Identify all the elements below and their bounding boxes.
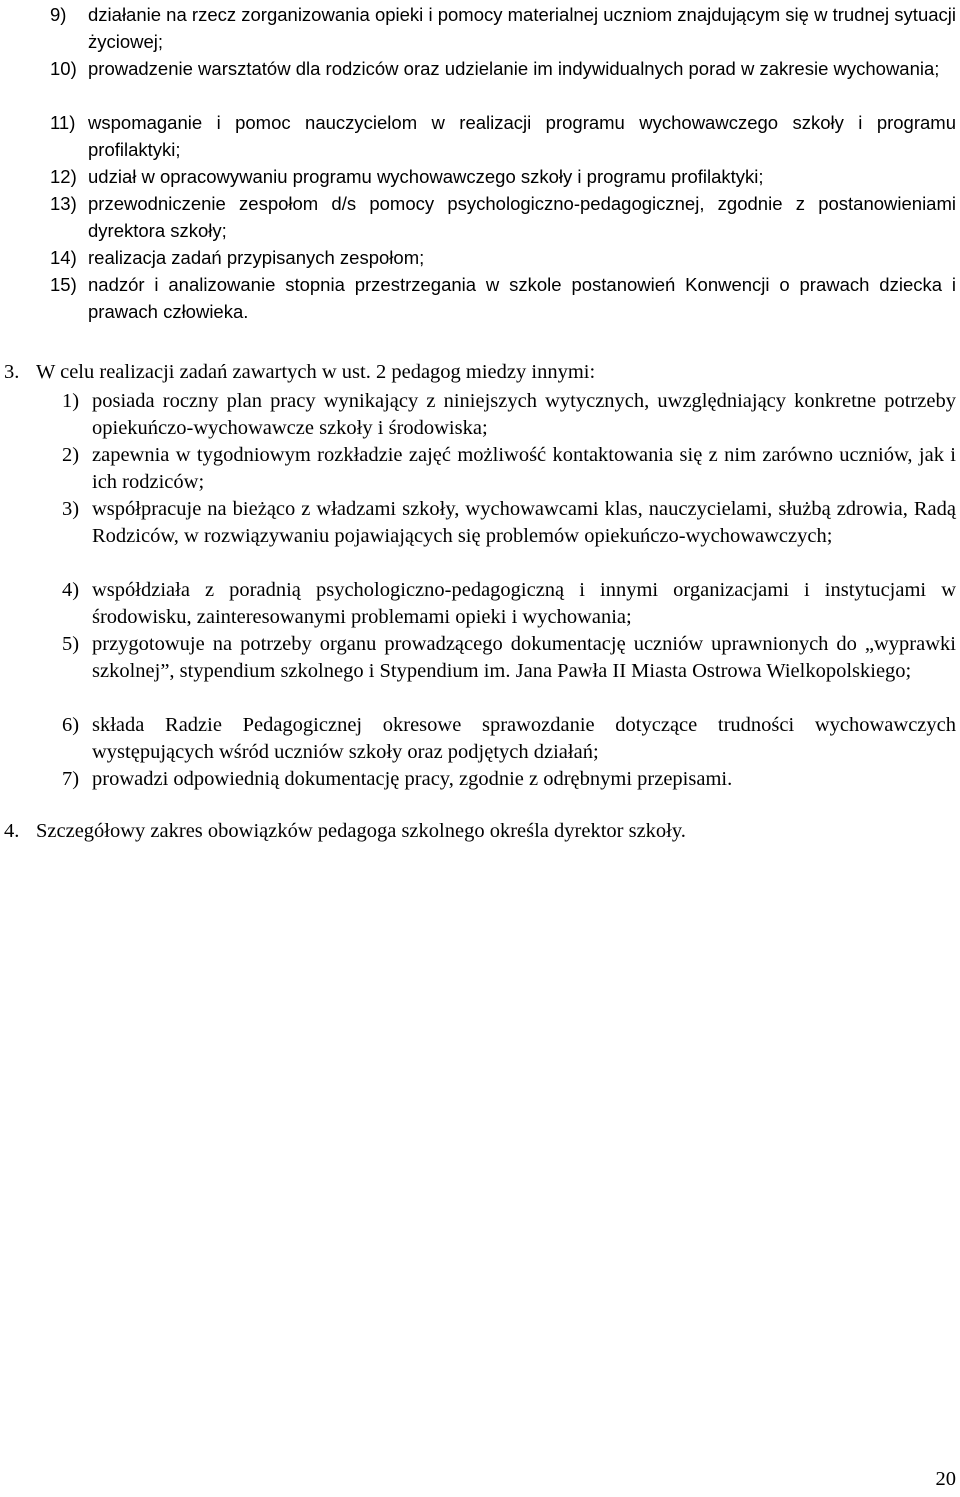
- section-number: 4.: [4, 820, 20, 842]
- list-item-number: 14): [50, 247, 77, 268]
- list-item: [62, 631, 956, 685]
- page-number: 20: [935, 1468, 956, 1490]
- list-item-number: 15): [50, 274, 77, 295]
- section-3-heading: [4, 361, 956, 384]
- list-item-number: 5): [62, 633, 80, 655]
- list-item-text: składa Radzie Pedagogicznej okresowe sprawozdanie dotyczące trudności wychowawczych występujących wśród uczniów szkoły oraz podjętych działań;: [92, 714, 956, 763]
- section-4-paragraph: [4, 820, 956, 843]
- list-item-number: 12): [50, 166, 77, 187]
- list-item-number: 11): [50, 112, 76, 133]
- section-number: 3.: [4, 361, 20, 383]
- list-item: [62, 766, 956, 793]
- section-text: Szczegółowy zakres obowiązków pedagoga szkolnego określa dyrektor szkoły.: [36, 820, 686, 842]
- list-item-text: współpracuje na bieżąco z władzami szkoły, wychowawcami klas, nauczycielami, służbą zdrowia, Radą Rodziców, w rozwiązywaniu pojawiających się problemów opiekuńczo-wychowawczych;: [92, 498, 956, 547]
- list-item: [62, 496, 956, 550]
- list-item-number: 2): [62, 444, 80, 466]
- list-item-number: 9): [50, 4, 67, 25]
- list-item-number: 1): [62, 390, 80, 412]
- list-item-text: udział w opracowywaniu programu wychowawczego szkoły i programu profilaktyki;: [88, 166, 764, 187]
- list-item-text: działanie na rzecz zorganizowania opieki i pomocy materialnej uczniom znajdującym się w trudnej sytuacji życiowej;: [88, 4, 956, 52]
- list-item: [50, 109, 956, 163]
- list-item: [50, 271, 956, 325]
- list-item-number: 7): [62, 768, 80, 790]
- list-item-number: 10): [50, 58, 77, 79]
- list-item: [50, 1, 956, 55]
- list-item: [50, 163, 956, 190]
- list-item-number: 3): [62, 498, 80, 520]
- list-item: [50, 190, 956, 244]
- list-item: [62, 577, 956, 631]
- list-item-text: przygotowuje na potrzeby organu prowadzącego dokumentację uczniów uprawnionych do „wyprawki szkolnej”, stypendium szkolnego i Stypendium im. Jana Pawła II Miasta Ostrowa Wielkopolskiego;: [92, 633, 956, 682]
- list-item-number: 13): [50, 193, 77, 214]
- list-item-text: realizacja zadań przypisanych zespołom;: [88, 247, 425, 268]
- list-item-number: 4): [62, 579, 80, 601]
- list-item-text: współdziała z poradnią psychologiczno-pedagogiczną i innymi organizacjami i instytucjami w środowisku, zainteresowanymi problemami opieki i wychowania;: [92, 579, 956, 628]
- list-item-text: zapewnia w tygodniowym rozkładzie zajęć możliwość kontaktowania się z nim zarówno uczniów, jak i ich rodziców;: [92, 444, 956, 493]
- list-item-number: 6): [62, 714, 80, 736]
- list-item: [50, 244, 956, 271]
- list-item: [62, 388, 956, 442]
- list-item-text: nadzór i analizowanie stopnia przestrzegania w szkole postanowień Konwencji o prawach dziecka i prawach człowieka.: [88, 274, 956, 322]
- list-item-text: prowadzenie warsztatów dla rodziców oraz udzielanie im indywidualnych porad w zakresie wychowania;: [88, 58, 940, 79]
- list-item-text: posiada roczny plan pracy wynikający z niniejszych wytycznych, uwzględniający konkretne potrzeby opiekuńczo-wychowawcze szkoły i środowiska;: [92, 390, 956, 439]
- list-item-text: przewodniczenie zespołom d/s pomocy psychologiczno-pedagogicznej, zgodnie z postanowieniami dyrektora szkoły;: [88, 193, 956, 241]
- list-item-text: prowadzi odpowiednią dokumentację pracy, zgodnie z odrębnymi przepisami.: [92, 768, 733, 790]
- list-item: [62, 712, 956, 766]
- list-item: [62, 442, 956, 496]
- list-item: [50, 55, 956, 82]
- list-item-text: wspomaganie i pomoc nauczycielom w realizacji programu wychowawczego szkoły i programu profilaktyki;: [88, 112, 956, 160]
- section-text: W celu realizacji zadań zawartych w ust. 2 pedagog miedzy innymi:: [36, 361, 596, 383]
